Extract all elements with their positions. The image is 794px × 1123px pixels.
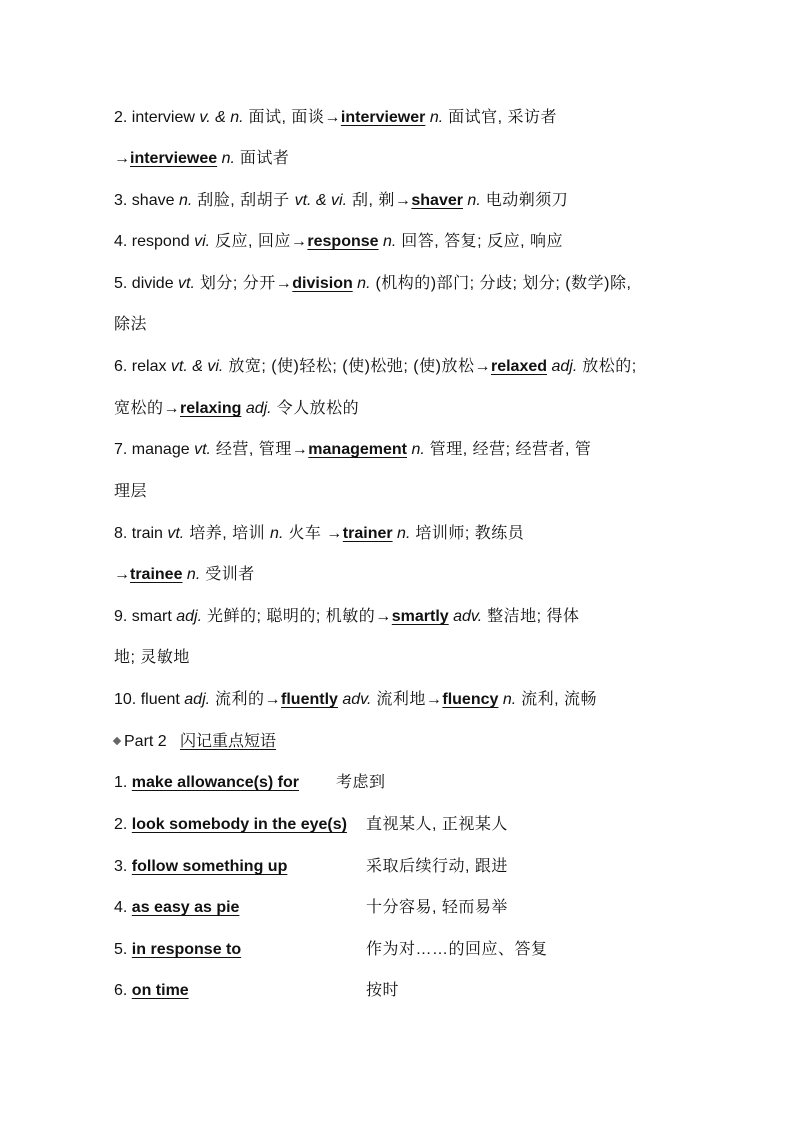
- part-of-speech: vi.: [194, 233, 211, 250]
- part-of-speech: n.: [352, 275, 371, 292]
- derived-word: fluency: [442, 691, 499, 708]
- derived-word: trainee: [130, 566, 183, 583]
- part-of-speech: n.: [217, 150, 235, 167]
- part-of-speech: vt. & vi.: [170, 358, 224, 375]
- part-of-speech: n.: [392, 525, 411, 542]
- part2-label: Part 2: [124, 733, 167, 750]
- phrase-meaning: 按时: [366, 982, 400, 999]
- phrase-meaning: 直视某人, 正视某人: [366, 816, 508, 833]
- part-of-speech: adv.: [448, 608, 483, 625]
- derived-word: interviewee: [130, 150, 218, 167]
- phrase-number: 3.: [114, 858, 132, 875]
- vocab-text: 电动剃须刀: [480, 192, 569, 209]
- vocab-text: 回答, 答复; 反应, 响应: [396, 233, 563, 250]
- derived-word: management: [308, 441, 407, 458]
- part-of-speech: n.: [498, 691, 517, 708]
- vocab-text: 光鲜的; 聪明的; 机敏的→: [202, 608, 392, 625]
- vocab-text: 刮, 剃→: [347, 192, 412, 209]
- vocab-line: [114, 440, 591, 460]
- vocab-text: 反应, 回应→: [210, 233, 308, 250]
- vocab-text: 3. shave: [114, 192, 179, 209]
- vocab-text: 经营, 管理→: [210, 441, 309, 458]
- vocab-text: 7. manage: [114, 441, 195, 458]
- phrase-number: 2.: [114, 816, 132, 833]
- part-of-speech: vt.: [167, 525, 185, 542]
- derived-word: division: [292, 275, 353, 292]
- vocab-text: 火车 →: [283, 525, 343, 542]
- part-of-speech: n.: [178, 192, 193, 209]
- vocab-line: [114, 524, 524, 544]
- phrase-meaning: 考虑到: [336, 774, 386, 791]
- vocab-text: →: [114, 150, 130, 167]
- vocab-line: [114, 191, 568, 211]
- part-of-speech: v. & n.: [199, 109, 244, 126]
- diamond-bullet-icon: [113, 737, 121, 745]
- vocab-text: 管理, 经营; 经营者, 管: [424, 441, 592, 458]
- part-of-speech: adj.: [184, 691, 211, 708]
- part-of-speech: n.: [462, 192, 481, 209]
- derived-word: trainer: [342, 525, 393, 542]
- vocab-text: 令人放松的: [271, 400, 360, 417]
- phrase-meaning: 采取后续行动, 跟进: [366, 858, 508, 875]
- phrase-item: [114, 773, 674, 793]
- vocab-text: (机构的)部门; 分歧; 划分; (数学)除,: [370, 275, 632, 292]
- vocab-line: [114, 482, 147, 502]
- derived-word: smartly: [391, 608, 449, 625]
- phrase-term: look somebody in the eye(s): [131, 816, 347, 833]
- part-of-speech: n.: [270, 525, 284, 542]
- vocab-line: [114, 108, 557, 128]
- vocab-text: →: [114, 566, 130, 583]
- vocab-line: [114, 315, 147, 335]
- part-of-speech: vt.: [194, 441, 211, 458]
- part-of-speech: n.: [425, 109, 444, 126]
- vocab-text: 划分; 分开→: [194, 275, 293, 292]
- part-of-speech: n.: [378, 233, 397, 250]
- vocab-text: 放宽; (使)轻松; (使)松弛; (使)放松→: [223, 358, 491, 375]
- phrase-number: 4.: [114, 899, 132, 916]
- vocab-line: [114, 357, 637, 377]
- phrase-item: [114, 815, 674, 835]
- vocab-line: [114, 607, 580, 627]
- vocab-text: 受训者: [200, 566, 255, 583]
- vocab-line: [114, 232, 563, 252]
- vocab-text: 10. fluent: [114, 691, 185, 708]
- part-of-speech: n.: [407, 441, 425, 458]
- vocab-text: 培训师; 教练员: [410, 525, 525, 542]
- phrase-term: on time: [131, 982, 189, 999]
- derived-word: relaxing: [180, 400, 242, 417]
- phrase-item: [114, 898, 674, 918]
- phrase-meaning: 作为对……的回应、答复: [366, 941, 548, 958]
- part-of-speech: adj.: [176, 608, 203, 625]
- phrase-term: make allowance(s) for: [131, 774, 299, 791]
- vocab-text: 面试者: [234, 150, 290, 167]
- phrase-number: 6.: [114, 982, 132, 999]
- vocab-line: [114, 565, 255, 585]
- phrase-number: 1.: [114, 774, 132, 791]
- phrase-term: follow something up: [131, 858, 288, 875]
- vocab-text: 4. respond: [114, 233, 195, 250]
- phrase-term: as easy as pie: [131, 899, 240, 916]
- vocab-line: [114, 274, 631, 294]
- vocab-text: 地; 灵敏地: [114, 649, 190, 666]
- vocab-text: 流利, 流畅: [516, 691, 598, 708]
- part-of-speech: adj.: [547, 358, 578, 375]
- derived-word: response: [307, 233, 379, 250]
- vocab-text: 放松的;: [577, 358, 637, 375]
- vocab-text: 理层: [114, 483, 148, 500]
- phrase-item: [114, 940, 674, 960]
- vocab-text: 5. divide: [114, 275, 179, 292]
- part-of-speech: adv.: [337, 691, 372, 708]
- vocab-text: 6. relax: [114, 358, 171, 375]
- derived-word: fluently: [281, 691, 338, 708]
- part-of-speech: adj.: [241, 400, 272, 417]
- vocab-text: 培养, 培训: [184, 525, 271, 542]
- part2-title: 闪记重点短语: [180, 733, 277, 750]
- vocab-text: 除法: [114, 316, 148, 333]
- phrase-meaning: 十分容易, 轻而易举: [366, 899, 508, 916]
- derived-word: shaver: [411, 192, 463, 209]
- vocab-text: 面试官, 采访者: [443, 109, 558, 126]
- phrase-term: in response to: [131, 941, 242, 958]
- vocab-line: [114, 648, 190, 668]
- vocab-line: [114, 399, 359, 419]
- phrase-item: [114, 981, 674, 1001]
- vocab-text: 流利的→: [210, 691, 282, 708]
- vocab-text: 2. interview: [114, 109, 200, 126]
- phrase-item: [114, 857, 674, 877]
- part-of-speech: n.: [182, 566, 201, 583]
- part2-heading: [114, 732, 276, 752]
- vocab-text: 流利地→: [371, 691, 443, 708]
- vocab-text: 面试, 面谈→: [243, 109, 341, 126]
- vocab-text: 宽松的→: [114, 400, 181, 417]
- vocab-line: [114, 149, 289, 169]
- vocab-text: 刮脸, 刮胡子: [192, 192, 295, 209]
- vocab-text: 8. train: [114, 525, 168, 542]
- vocab-line: [114, 690, 597, 710]
- vocab-text: 9. smart: [114, 608, 177, 625]
- vocab-text: 整洁地; 得体: [482, 608, 580, 625]
- derived-word: interviewer: [340, 109, 426, 126]
- phrase-number: 5.: [114, 941, 132, 958]
- part-of-speech: vt.: [178, 275, 195, 292]
- part-of-speech: vt. & vi.: [294, 192, 348, 209]
- derived-word: relaxed: [490, 358, 548, 375]
